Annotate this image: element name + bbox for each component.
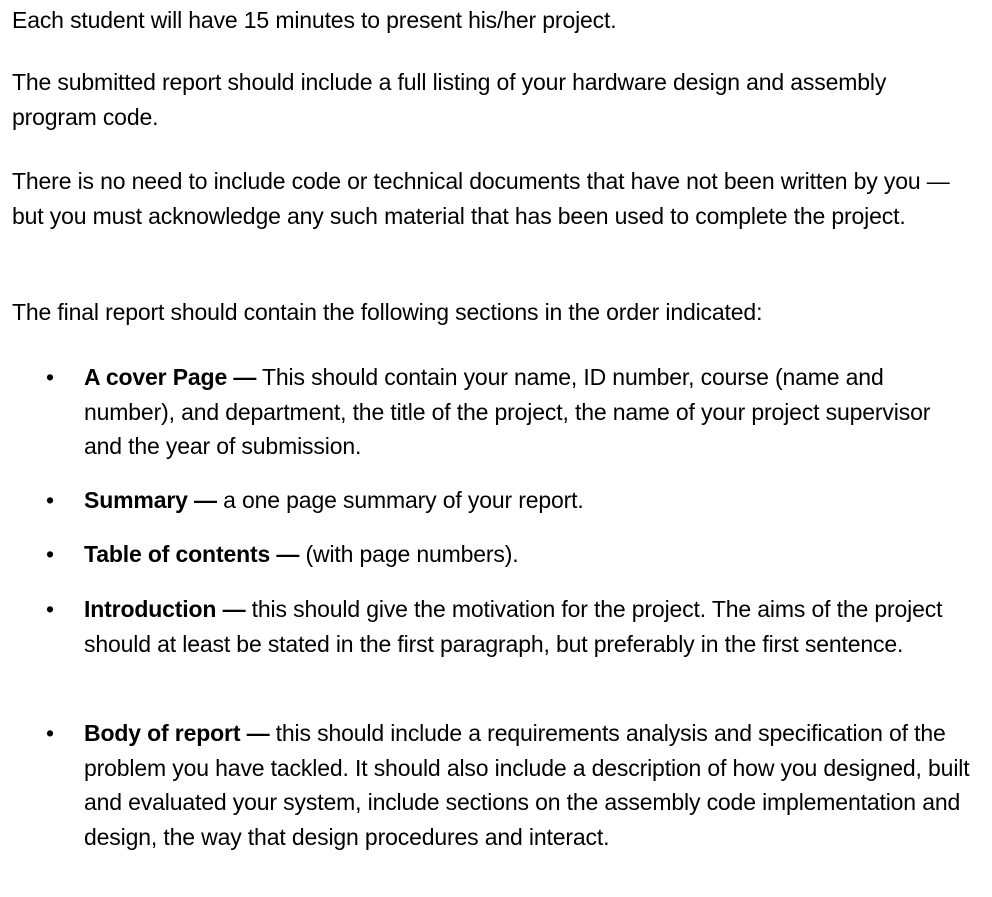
section-description: (with page numbers). [299,541,519,567]
acknowledgement-paragraph: There is no need to include code or technical documents that have not been written by you — but you must acknowledge any such material that has been used to complete the project. [12,168,950,229]
list-item-text [84,537,974,572]
bullet-icon: • [46,596,55,622]
section-description: this should give the motivation for the project. The aims of the project should at least be stated in the first paragraph, but preferably in the first sentence. [84,596,943,657]
bullet-icon: • [46,487,55,513]
sections-intro-paragraph: The final report should contain the following sections in the order indicated: [12,299,763,325]
section-title: A cover Page — [84,364,257,390]
list-item-text [84,483,974,518]
list-item-text [84,592,974,661]
section-title: Table of contents — [84,541,300,567]
section-title: Introduction — [84,596,246,622]
bullet-icon: • [46,720,55,746]
report-listing-paragraph: The submitted report should include a full listing of your hardware design and assembly program code. [12,69,887,130]
section-description: This should contain your name, ID number, course (name and number), and department, the title of the project, the name of your project supervisor and the year of submission. [84,364,931,459]
bullet-icon: • [46,541,55,567]
section-description: a one page summary of your report. [216,487,584,513]
list-item-text [84,360,974,464]
list-item-text [84,716,974,854]
presentation-time-paragraph: Each student will have 15 minutes to present his/her project. [12,7,617,33]
section-title: Body of report — [84,720,270,746]
section-title: Summary — [84,487,217,513]
section-description: this should include a requirements analysis and specification of the problem you have tackled. It should also include a description of how you designed, built and evaluated your system, include sections on the assembly code implementation and design, the way that design procedures and interact. [84,720,970,850]
bullet-icon: • [46,364,55,390]
